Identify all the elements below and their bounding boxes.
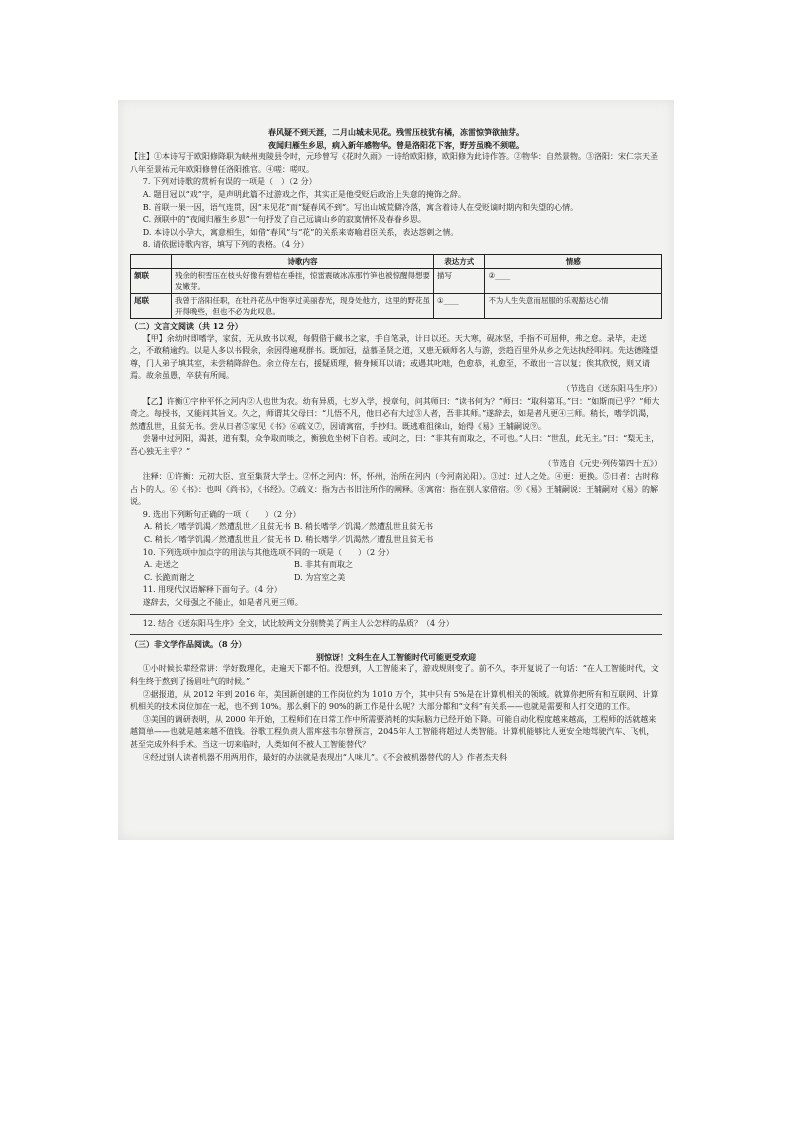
scanned-exam-page bbox=[118, 100, 674, 840]
answer-line bbox=[130, 614, 662, 615]
q8-row-emotion: ②____ bbox=[485, 268, 662, 293]
passage-yi-glossary: 注释：①许衡：元初大臣、宣至集贤大学士。②怀之河内：怀，怀州，治所在河内（今河南沁阳）。③过：过人之处。④更：更换。⑤日者：古时称占卜的人。⑥《书》：也叫《尚书》，《书经》。⑦疏义：指为古书旧注所作的阐释。⑧寓宿：指在别人家借宿。⑨《易》王辅嗣说：王辅嗣对《易》的解说。 bbox=[130, 472, 659, 507]
passage-jia: 【甲】余幼时即嗜学，家贫，无从致书以观，每假借于藏书之家，手自笔录，计日以还。天大寒，砚冰坚，手指不可屈伸，弗之怠。录毕，走送之，不敢稍逾约。以是人多以书假余，余因得遍观群书。既加冠，益慕圣贤之道，又患无硕师名人与游，尝趋百里外从乡之先达执经叩问。先达德隆望尊，门人弟子填其室，未尝稍降辞色。余立侍左右，援疑质理，俯身倾耳以请；或遇其叱咄，色愈恭，礼愈至，不敢出一言以复；俟其欣悦，则又请焉。故余虽愚，卒获有所闻。 bbox=[130, 333, 658, 381]
q8-header-emotion: 情感 bbox=[485, 254, 662, 268]
q7-option-d: D. 本诗以小孕大，寓意相生，如借“春风”与“花”的关系来寄喻君臣关系，表达怨刺之情。 bbox=[142, 227, 459, 237]
article-para-1: ①小时候长辈经常讲：学好数理化，走遍天下都不怕。没想到，人工智能来了，游戏规则变了。前不久，李开复说了一句话：“在人工智能时代，文科生终于熬到了扬眉吐气的时候。” bbox=[130, 664, 659, 686]
q10-stem: 10. 下列选项中加点字的用法与其他选项不同的一项是（ ）（2 分） bbox=[142, 547, 394, 557]
q8-row-emotion: 不为人生失意而屈服的乐观豁达心情 bbox=[485, 293, 662, 318]
q9-option-d: D. 稍长嗜学／饥渴然／遭乱世且贫无书 bbox=[294, 535, 434, 545]
section-2-title: （二）文言文阅读（共 12 分） bbox=[130, 320, 243, 331]
article-para-2: ②据报道，从 2012 年到 2016 年，美国新创建的工作岗位约为 1010 万个，其中只有 5%是在计算机相关的领域。就算你把所有和互联网、计算机相关的技术岗位加在一起，也不到 10%。那么剩下的 90%的新工作是什么呢？大部分都和“文科”有关系——也就是需要和人打交道的工作。 bbox=[130, 689, 659, 712]
q10-option-c: C. 长跪而谢之 bbox=[144, 572, 195, 582]
passage-yi-para-2: 尝暑中过河阳，渴甚，道有梨，众争取而啖之，衡独危坐树下自若。或问之，曰：“非其有而取之，不可也。”人曰：“世乱，此无主。”曰：“梨无主，吾心独无主乎？” bbox=[130, 434, 660, 456]
exam-content bbox=[130, 126, 662, 764]
q8-row-method: ①____ bbox=[434, 293, 485, 318]
q8-header-content: 诗歌内容 bbox=[172, 254, 434, 268]
poem-note: 【注】①本诗写于欧阳修降职为峡州夷陵县令时，元珍曾写《花时久雨》一诗给欧阳修，欧阳修为此诗作答。②物华：自然景物。③洛阳：宋仁宗天圣八年至景祐元年欧阳修曾任洛阳推官。④嗟：嗟叹。 bbox=[130, 152, 658, 174]
section-divider bbox=[130, 634, 662, 635]
q8-row-content: 残余的积雪压在枝头好像有碧桔在垂挂，惊雷震破冰冻那竹笋也被惊醒得想要发嫩芽。 bbox=[172, 268, 434, 293]
q9-option-a: A. 稍长／嗜学饥渴／然遭乱世／且贫无书 bbox=[144, 522, 291, 532]
q10-options bbox=[130, 559, 662, 584]
q11-sentence: 遂辞去，父母强之不能止，如是者凡更三师。 bbox=[142, 598, 303, 607]
q8-row-content: 我曾于洛阳任职，在牡丹花丛中饱享过美丽春光，现身处他方，这里的野花虽开得晚些，但也不必为此叹息。 bbox=[172, 293, 434, 318]
passage-jia-source: （节选自《送东阳马生序》） bbox=[562, 383, 662, 393]
q9-option-b: B. 稍长嗜学／饥渴／然遭乱世且贫无书 bbox=[294, 522, 433, 532]
q8-header-blank bbox=[131, 254, 172, 268]
poem-line-2: 夜闻归雁生乡思，病入新年感物华。曾是洛阳花下客，野芳虽晚不须嗟。 bbox=[268, 139, 524, 150]
q7-option-c: C. 颈联中的“夜闻归雁生乡思”一句抒发了自己远谪山乡的寂寞情怀及春眷乡思。 bbox=[142, 215, 426, 225]
article-para-4: ④经过别人读者机器不用两用作，最好的办法就是表现出“人味儿”。《不会被机器替代的人》作者杰夫科 bbox=[142, 752, 507, 762]
q8-header-method: 表达方式 bbox=[434, 254, 485, 268]
q7-option-b: B. 首联一果一因，语气连贯，因“未见花”而“疑春风不到”。写出山城荒僻冷落，寓含着诗人在受贬谪时期内和失望的心情。 bbox=[142, 202, 579, 212]
q11-stem: 11. 用现代汉语解释下面句子。（4 分） bbox=[142, 585, 282, 595]
q7-option-a: A. 题目冠以“戏”字，是声明此篇不过游戏之作，其实正是他受贬后政治上失意的掩饰之辞。 bbox=[142, 189, 466, 199]
q8-stem: 8. 请依据诗歌内容，填写下列的表格。（4 分） bbox=[142, 240, 309, 250]
q9-options bbox=[130, 521, 662, 546]
q10-option-b: B. 非其有而取之 bbox=[294, 560, 353, 570]
section-3-title: （三）非文学作品阅读。（8 分） bbox=[130, 639, 247, 650]
article-para-3: ③美国的调研表明，从 2000 年开始，工程师们在日常工作中所需要消耗的实际脑力已经开始下降。可能自动化程度越来越高，工程师的活就越来越简单——也就是越来越不值钱。谷歌工程负责人雷库兹韦尔曾预言，2045年人工智能将超过人类智能。计算机能够比人更安全地驾驶汽车、飞机，甚至完成外科手术。当这一切来临时，人类如何不被人工智能替代？ bbox=[130, 714, 657, 749]
table-row bbox=[131, 268, 662, 293]
poem-line-1: 春风疑不到天涯，二月山城未见花。残雪压枝犹有橘，冻雷惊笋欲抽芽。 bbox=[268, 127, 524, 137]
q10-option-d: D. 为宫室之美 bbox=[294, 572, 346, 582]
passage-yi-source: （节选自《元史·列传第四十五》） bbox=[543, 459, 662, 469]
q9-option-c: C. 稍长／嗜学饥渴／然遭乱世且／贫无书 bbox=[144, 535, 291, 545]
q12-stem: 12. 结合《送东阳马生序》全文，试比较两文分别赞美了两主人公怎样的品质？（4 分） bbox=[142, 618, 454, 628]
passage-yi-para-1: 【乙】许衡①字仲平怀之河内②人也世为农。幼有异质，七岁入学，授章句，问其师曰：“读书何为？”师曰：“取科第耳。”曰：“如斯而已乎？”师大奇之。每授书，又能问其旨义。久之，师谓其父母曰：“儿悟不凡，他日必有大过③人者，吾非其师。”遂辞去，如是者凡更④三师。稍长，嗜学饥渴，然遭乱世，且贫无书。尝从日者⑤家见《书》⑥疏义⑦，因请寓宿，手抄归。既逃难徂徕山，始得《易》王辅嗣说⑨。 bbox=[130, 396, 660, 431]
q8-row-method: 描写 bbox=[434, 268, 485, 293]
q9-stem: 9. 选出下列断句正确的一项（ ）（2 分） bbox=[142, 509, 301, 519]
q8-table-header bbox=[131, 254, 662, 268]
q8-row-label: 颔联 bbox=[131, 268, 172, 293]
q7-stem: 7. 下列对诗歌的赏析有误的一项是（ ）（2 分） bbox=[142, 177, 317, 187]
q8-table bbox=[130, 254, 662, 319]
q10-option-a: A. 走送之 bbox=[144, 560, 179, 570]
table-row bbox=[131, 293, 662, 318]
article-title: 别惊讶！文科生在人工智能时代可能更受欢迎 bbox=[316, 651, 476, 662]
q8-row-label: 尾联 bbox=[131, 293, 172, 318]
